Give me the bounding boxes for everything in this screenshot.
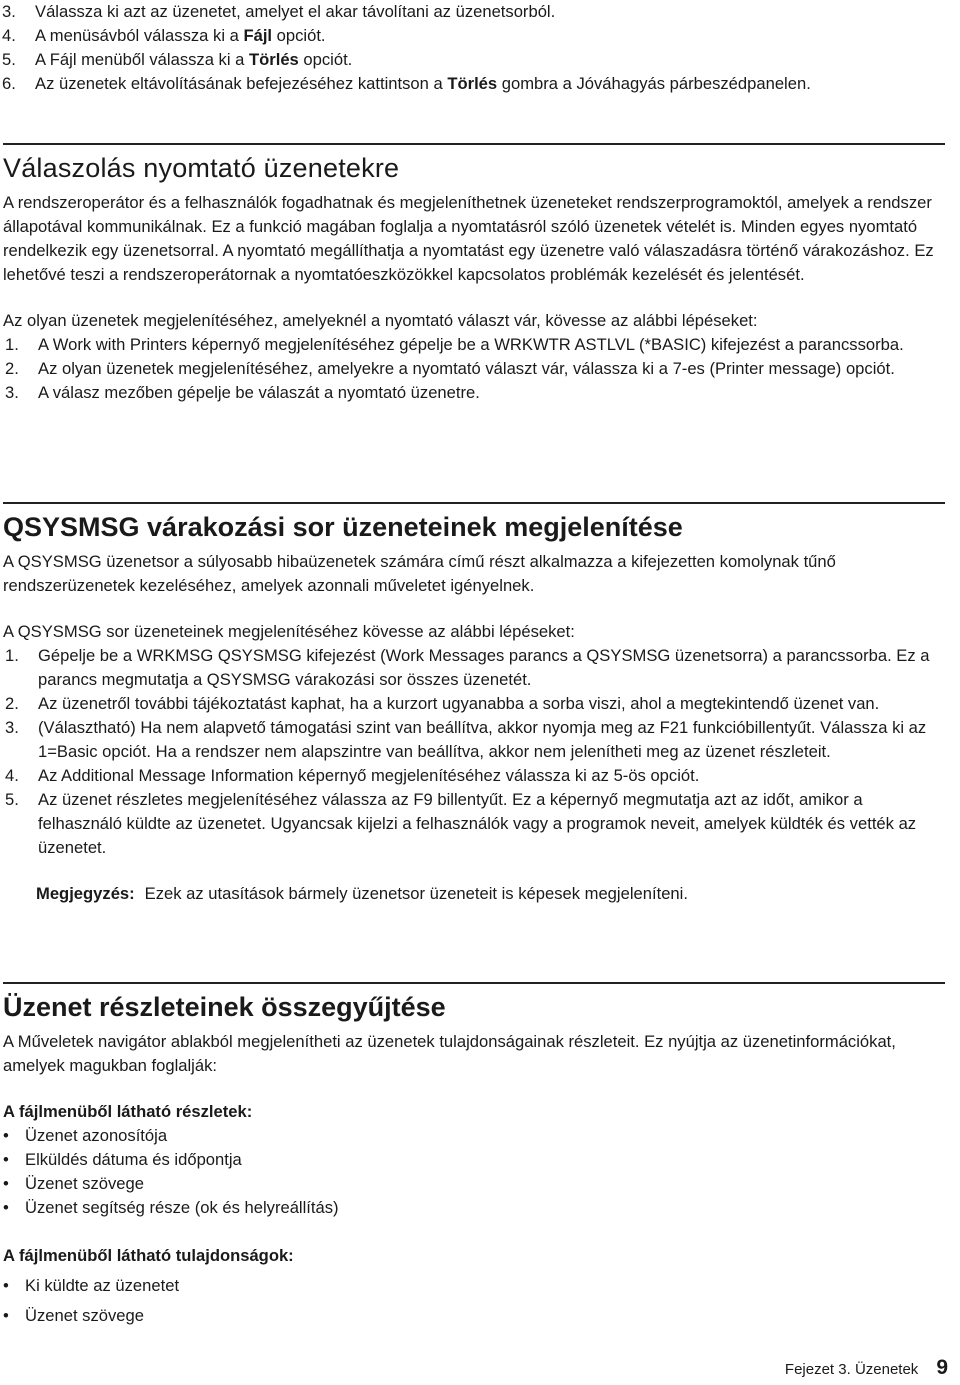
list-item: 4. Az Additional Message Information képernyő megjelenítéséhez válassza ki az 5-ös opciót. [5,766,700,785]
note [3,882,945,906]
paragraph: A QSYSMSG sor üzeneteinek megjelenítéséhez kövesse az alábbi lépéseket: [3,622,575,641]
subheading: A fájlmenüből látható tulajdonságok: [3,1246,294,1265]
paragraph: A QSYSMSG üzenetsor a súlyosabb hibaüzenetek számára című részt alkalmazza a kifejezetten komolynak tűnő rendszerüzenetek kezeléséhez, amelyek azonnali műveletet igényelnek. [3,552,836,595]
section-printer-messages [3,143,945,405]
list-item [0,72,950,96]
section-message-details [3,982,945,1328]
paragraph: A Műveletek navigátor ablakból megjelenítheti az üzenetek tulajdonságainak részleteit. Ez nyújtja az üzenetinformációkat, amelyek magukban foglalják: [3,1032,896,1075]
step-number: 4. [2,26,16,45]
list-item: 3. (Választható) Ha nem alapvető támogatási szint van beállítva, akkor nyomja meg az F21 funkcióbillentyűt. Válassza ki az 1=Basic opciót. Ha a rendszer nem alapszintre van beállítva, akkor nem jelenítheti meg az üzenet részleteit. [5,718,927,761]
list-item: • Ki küldte az üzenetet [3,1276,180,1295]
list-item: • Üzenet szövege [3,1306,144,1325]
list-item: • Elküldés dátuma és időpontja [3,1150,242,1169]
page-footer [785,1356,948,1382]
list-item: 2. Az üzenetről további tájékoztatást kaphat, ha a kurzort ugyanabba a sorba viszi, ahol a megtekintendő üzenet van. [5,694,880,713]
list-item: 1. A Work with Printers képernyő megjelenítéséhez gépelje be a WRKWTR ASTLVL (*BASIC) kifejezést a parancssorba. [5,335,904,354]
step-number: 6. [2,74,16,93]
note-text: Ezek az utasítások bármely üzenetsor üzeneteit is képesek megjeleníteni. [144,884,688,903]
step-number: 5. [2,50,16,69]
list-item: • Üzenet segítség része (ok és helyreállítás) [3,1198,339,1217]
subheading: A fájlmenüből látható részletek: [3,1102,253,1121]
chapter-label: Fejezet 3. Üzenetek [784,1361,919,1378]
step-text: A Fájl menüből válassza ki a Törlés opciót. [35,50,353,69]
paragraph: Az olyan üzenetek megjelenítéséhez, amelyeknél a nyomtató választ vár, kövesse az alábbi lépéseket: [3,311,758,330]
step-number: 3. [2,2,16,21]
page-number: 9 [936,1356,948,1379]
step-text: Válassza ki azt az üzenetet, amelyet el akar távolítani az üzenetsorból. [35,2,556,21]
list-item [0,48,950,72]
list-item [0,0,950,24]
list-item: 2. Az olyan üzenetek megjelenítéséhez, amelyekre a nyomtató választ vár, válassza ki a 7-es (Printer message) opciót. [5,359,895,378]
section-title: QSYSMSG várakozási sor üzeneteinek megjelenítése [3,512,683,542]
list-item: • Üzenet azonosítója [3,1126,168,1145]
section-title: Üzenet részleteinek összegyűjtése [3,992,446,1022]
list-item: 5. Az üzenet részletes megjelenítéséhez válassza az F9 billentyűt. Ez a képernyő megmutatja azt az időt, amikor a felhasználó küldte az üzenetet. Ugyancsak kijelzi a felhasználók vagy a programok neveit, amelyek küldték és vették az üzenetet. [5,790,917,857]
section-divider [3,143,945,145]
note-label: Megjegyzés: [36,884,135,903]
section-divider [3,982,945,984]
section-qsysmsg [3,502,945,906]
list-item [0,24,950,48]
paragraph: A rendszeroperátor és a felhasználók fogadhatnak és megjeleníthetnek üzeneteket rendszerprogramoktól, amelyek a rendszer állapotával kommunikálnak. Ez a funkció magában foglalja a nyomtatásról szóló üzenetek vételét is. Minden egyes nyomtató rendelkezik egy üzenetsorral. A nyomtató megállíthatja a nyomtatást egy üzenetre való válaszadásra történő várakozáshoz. Ez lehetővé teszi a rendszeroperátornak a nyomtatóeszközökkel kapcsolatos problémák kezelését és jelentését. [3,193,934,284]
top-steps-list [0,0,950,96]
list-item: • Üzenet szövege [3,1174,144,1193]
list-item: 1. Gépelje be a WRKMSG QSYSMSG kifejezést (Work Messages parancs a QSYSMSG üzenetsorra) a parancssorba. Ez a parancs megmutatja a QSYSMSG várakozási sor összes üzenetét. [5,646,930,689]
section-divider [3,502,945,504]
list-item: 3. A válasz mezőben gépelje be válaszát a nyomtató üzenetre. [5,383,480,402]
step-text: A menüsávból válassza ki a Fájl opciót. [35,26,326,45]
section-title: Válaszolás nyomtató üzenetekre [3,153,400,183]
step-text: Az üzenetek eltávolításának befejezéséhez kattintson a Törlés gombra a Jóváhagyás párbeszédpanelen. [35,74,811,93]
